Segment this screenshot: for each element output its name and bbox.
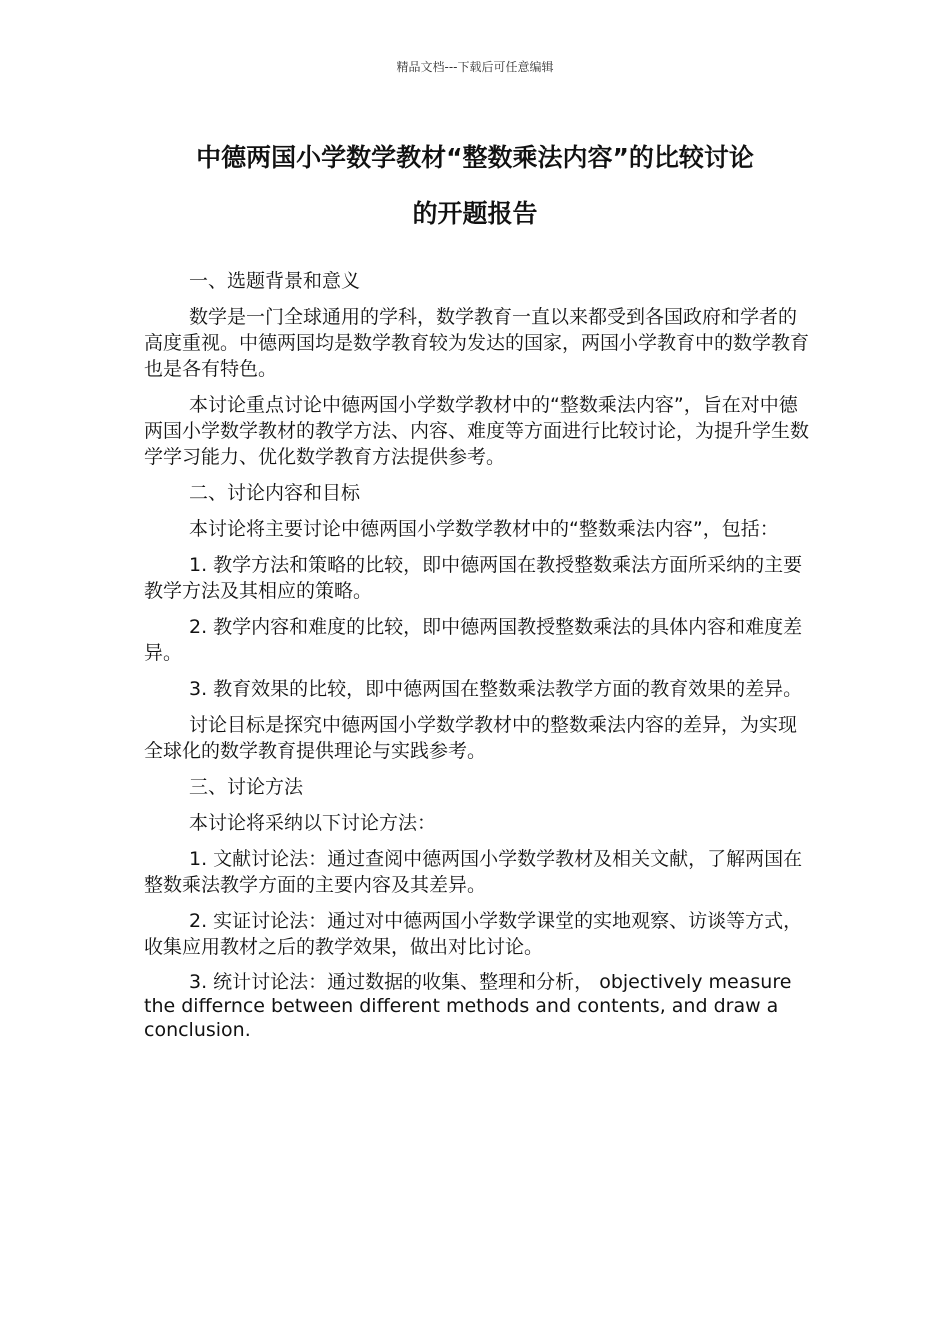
section-1-paragraph-1: 数学是一门全球通用的学科，数学教育一直以来都受到各国政府和学者的高度重视。中德两国均是数学教育较为发达的国家，两国小学教育中的数学教育也是各有特色。: [144, 306, 810, 380]
section-3-paragraph-1: 本讨论将采纳以下讨论方法：: [189, 812, 437, 834]
section-1-heading: 一、选题背景和意义: [189, 270, 361, 292]
section-2-paragraph-2: 讨论目标是探究中德两国小学数学教材中的整数乘法内容的差异，为实现全球化的数学教育提供理论与实践参考。: [144, 714, 798, 762]
document-title: [100, 130, 850, 242]
section-3-item-1: 1. 文献讨论法：通过查阅中德两国小学数学教材及相关文献，了解两国在整数乘法教学方面的主要内容及其差异。: [144, 848, 803, 896]
section-2-item-3: 3. 教育效果的比较，即中德两国在整数乘法教学方面的教育效果的差异。: [189, 678, 803, 700]
title-line-1: 中德两国小学数学教材“整数乘法内容”的比较讨论: [196, 143, 754, 172]
section-3-item-3: 3. 统计讨论法：通过数据的收集、整理和分析， objectively measure the differnce between different methods and contents, and draw a conclusion.: [144, 971, 792, 1041]
section-2-heading: 二、讨论内容和目标: [189, 482, 361, 504]
title-line-2: 的开题报告: [412, 199, 538, 228]
section-2-item-2: 2. 教学内容和难度的比较，即中德两国教授整数乘法的具体内容和难度差异。: [144, 616, 803, 664]
document-body: [144, 268, 812, 1052]
section-2-item-1: 1. 教学方法和策略的比较，即中德两国在教授整数乘法方面所采纳的主要教学方法及其相应的策略。: [144, 554, 803, 602]
section-1-paragraph-2: 本讨论重点讨论中德两国小学数学教材中的“整数乘法内容”，旨在对中德两国小学数学教材的教学方法、内容、难度等方面进行比较讨论，为提升学生数学学习能力、优化数学教育方法提供参考。: [144, 394, 810, 468]
page-header-note: 精品文档---下载后可任意编辑: [396, 60, 554, 74]
section-3-heading: 三、讨论方法: [189, 776, 304, 798]
section-3-item-2: 2. 实证讨论法：通过对中德两国小学数学课堂的实地观察、访谈等方式，收集应用教材之后的教学效果，做出对比讨论。: [144, 910, 803, 958]
section-2-paragraph-1: 本讨论将主要讨论中德两国小学数学教材中的“整数乘法内容”，包括：: [189, 518, 779, 540]
